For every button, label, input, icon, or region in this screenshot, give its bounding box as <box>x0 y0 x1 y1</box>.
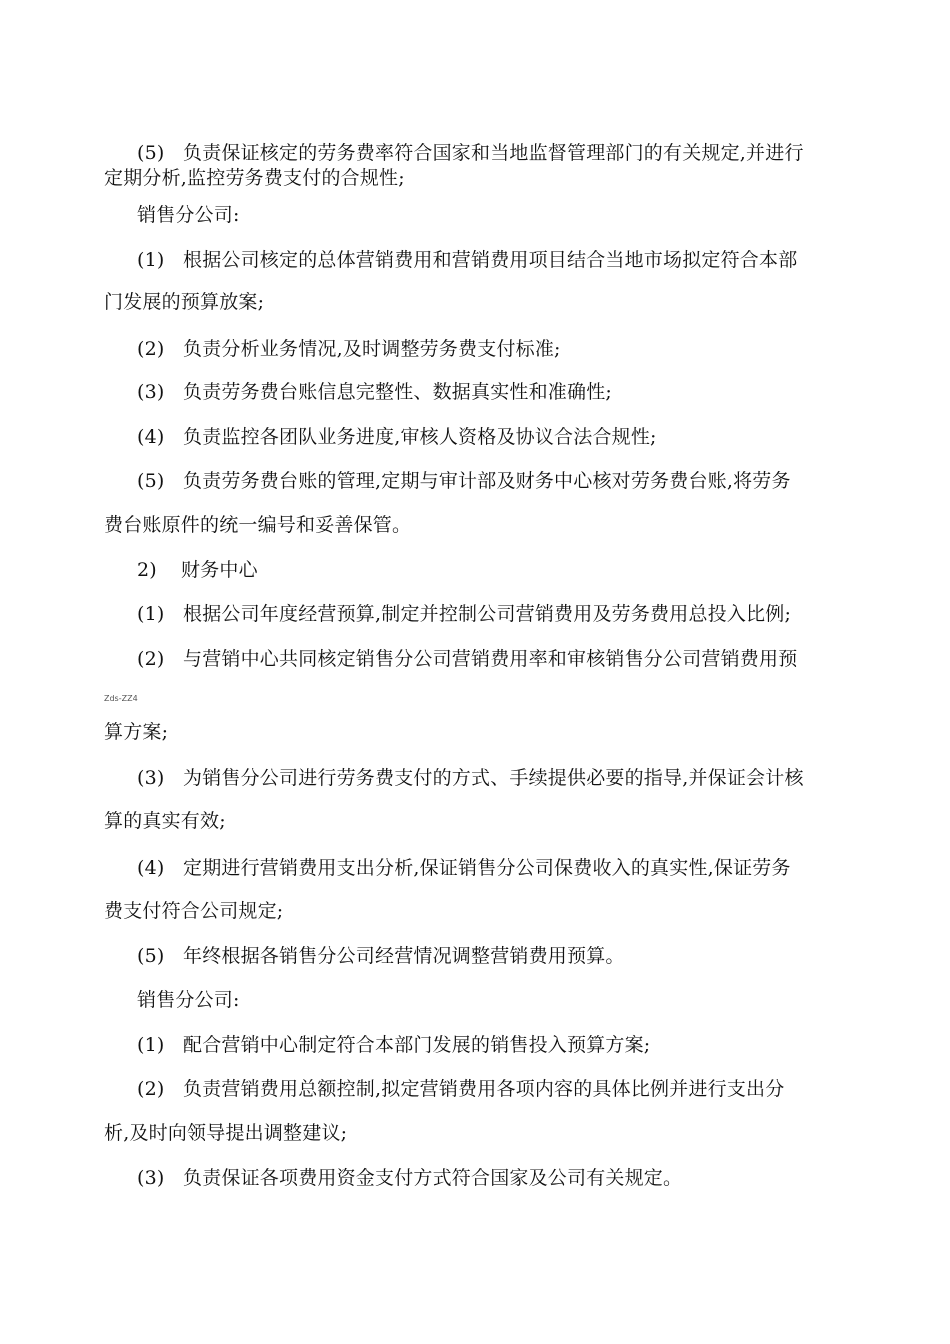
paragraph-text: 负责保证各项费用资金支付方式符合国家及公司有关规定。 <box>183 1167 683 1189</box>
paragraph-line: 算的真实有效; <box>104 810 226 832</box>
item-number: (1) <box>137 249 165 271</box>
item-number: (3) <box>137 767 165 789</box>
paragraph-text: 根据公司年度经营预算,制定并控制公司营销费用及劳务费用总投入比例; <box>183 603 792 625</box>
paragraph-line: 析,及时向领导提出调整建议; <box>104 1122 348 1144</box>
item-number: (4) <box>137 857 165 879</box>
paragraph-text: 为销售分公司进行劳务费支付的方式、手续提供必要的指导,并保证会计核 <box>183 767 804 789</box>
paragraph-line: 定期分析,监控劳务费支付的合规性; <box>104 167 405 189</box>
paragraph-line <box>137 248 797 272</box>
paragraph-text: 负责保证核定的劳务费率符合国家和当地监督管理部门的有关规定,并进行 <box>183 142 804 164</box>
paragraph-line <box>137 337 561 361</box>
paragraph-line <box>137 1033 650 1057</box>
item-number: (5) <box>137 470 165 492</box>
item-number: (1) <box>137 603 165 625</box>
paragraph-text: 定期进行营销费用支出分析,保证销售分公司保费收入的真实性,保证劳务 <box>183 857 791 879</box>
paragraph-line <box>137 647 797 671</box>
paragraph-line: 费支付符合公司规定; <box>104 900 284 922</box>
paragraph-line <box>137 1166 682 1190</box>
paragraph-line <box>137 1077 784 1101</box>
paragraph-line: 费台账原件的统一编号和妥善保管。 <box>104 514 412 536</box>
paragraph-line: 算方案; <box>104 721 169 743</box>
item-number: (2) <box>137 338 165 360</box>
paragraph-line <box>137 380 612 404</box>
paragraph-text: 年终根据各销售分公司经营情况调整营销费用预算。 <box>183 945 625 967</box>
section-heading: 销售分公司: <box>137 204 240 226</box>
paragraph-text: 负责劳务费台账信息完整性、数据真实性和准确性; <box>183 381 613 403</box>
paragraph-line <box>137 766 804 790</box>
paragraph-line <box>137 425 657 449</box>
item-number: (3) <box>137 381 165 403</box>
paragraph-text: 负责劳务费台账的管理,定期与审计部及财务中心核对劳务费台账,将劳务 <box>183 470 791 492</box>
paragraph-text: 根据公司核定的总体营销费用和营销费用项目结合当地市场拟定符合本部 <box>183 249 798 271</box>
item-number: (3) <box>137 1167 165 1189</box>
paragraph-line: 门发展的预算放案; <box>104 291 265 313</box>
section-title: 财务中心 <box>181 559 258 581</box>
paragraph-text: 负责营销费用总额控制,拟定营销费用各项内容的具体比例并进行支出分 <box>183 1078 785 1100</box>
item-number: (2) <box>137 648 165 670</box>
paragraph-line <box>137 141 804 165</box>
paragraph-line <box>137 469 791 493</box>
item-number: (1) <box>137 1034 165 1056</box>
paragraph-text: 负责监控各团队业务进度,审核人资格及协议合法合规性; <box>183 426 657 448</box>
paragraph-line <box>137 944 625 968</box>
section-heading <box>137 558 258 582</box>
paragraph-text: 与营销中心共同核定销售分公司营销费用率和审核销售分公司营销费用预 <box>183 648 798 670</box>
item-number: (2) <box>137 1078 165 1100</box>
paragraph-text: 负责分析业务情况,及时调整劳务费支付标准; <box>183 338 561 360</box>
paragraph-text: 配合营销中心制定符合本部门发展的销售投入预算方案; <box>183 1034 651 1056</box>
item-number: (5) <box>137 142 165 164</box>
section-number: 2) <box>137 559 157 581</box>
footnote-mark: Zds-ZZ4 <box>104 694 138 703</box>
item-number: (5) <box>137 945 165 967</box>
section-heading: 销售分公司: <box>137 989 240 1011</box>
paragraph-line <box>137 602 791 626</box>
item-number: (4) <box>137 426 165 448</box>
paragraph-line <box>137 856 791 880</box>
